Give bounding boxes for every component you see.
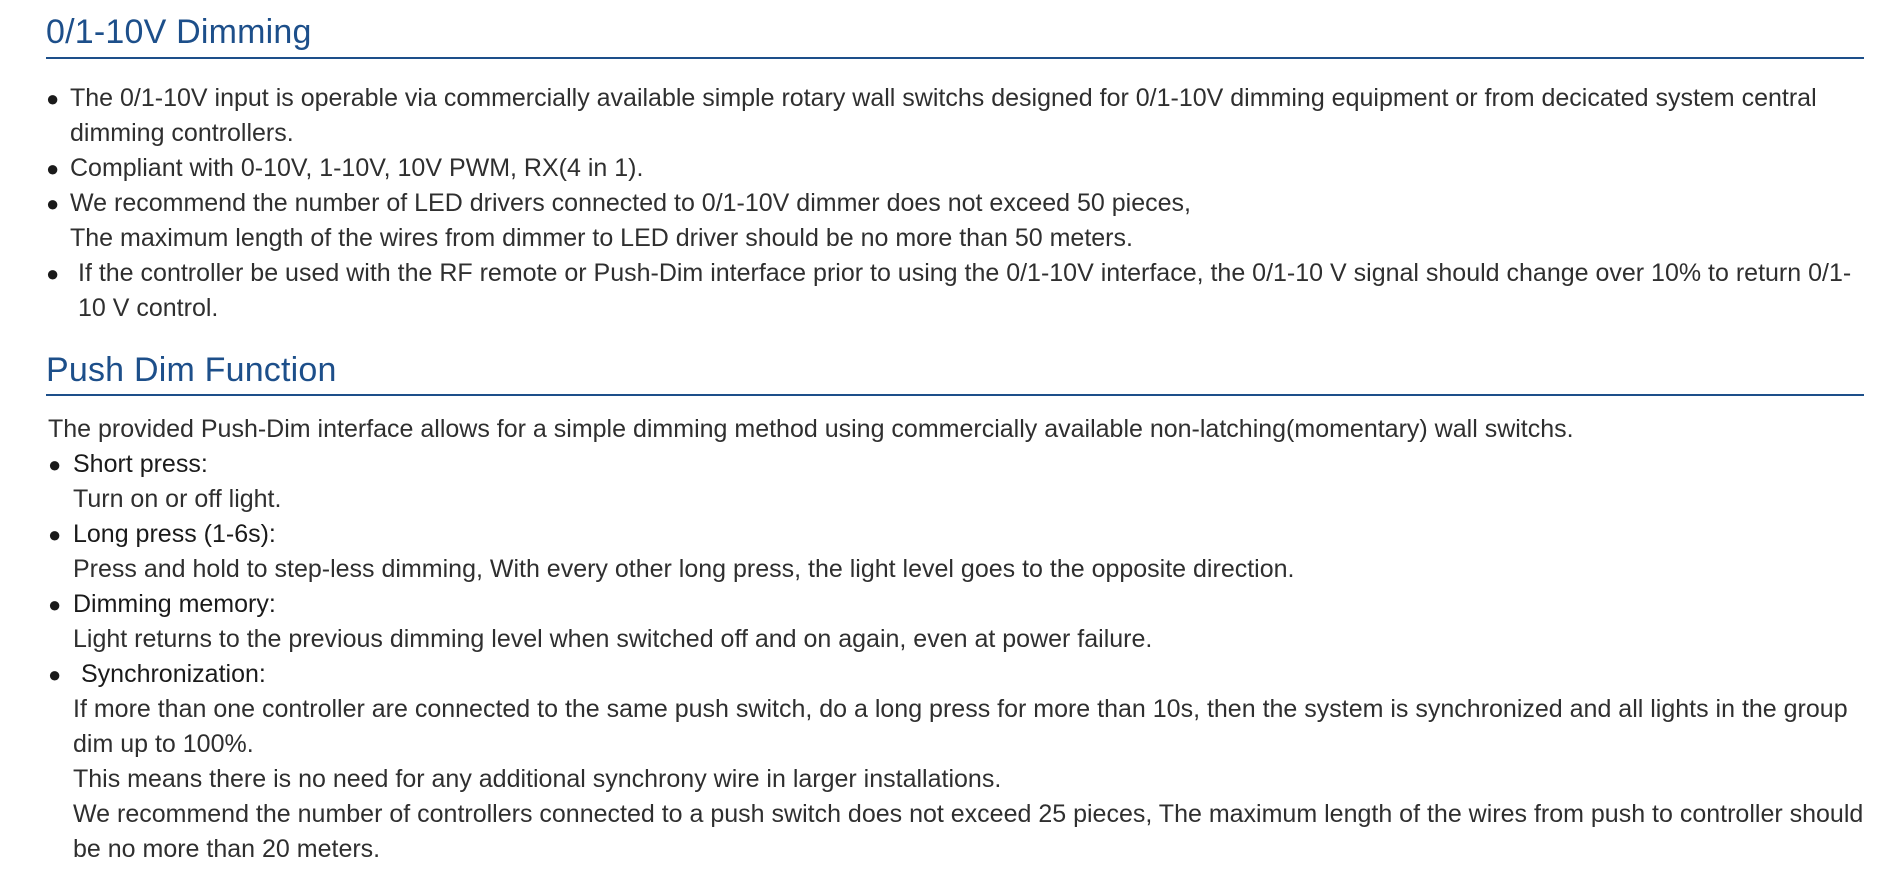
push-dim-content (46, 412, 1866, 867)
item-description: We recommend the number of controllers connected to a push switch does not exceed 25 pieces, The maximum length of the wires from push to controller should be no more than 20 meters. (73, 800, 1864, 863)
list-item-heading (46, 517, 1866, 552)
item-description: Turn on or off light. (73, 485, 282, 513)
list-item (46, 186, 1866, 256)
item-description: This means there is no need for any additional synchrony wire in larger installations. (73, 765, 1002, 793)
intro-text: The provided Push-Dim interface allows for a simple dimming method using commercially available non-latching(momentary) wall switchs. (48, 415, 1574, 443)
list-item (46, 81, 1866, 151)
bullet-text: The 0/1-10V input is operable via commercially available simple rotary wall switchs designed for 0/1-10V dimming equipment or from decicated system central dimming controllers. (70, 84, 1817, 147)
list-item-heading (46, 657, 1866, 692)
item-heading: Dimming memory: (73, 590, 276, 618)
list-item-heading (46, 587, 1866, 622)
bullet-text-continuation: The maximum length of the wires from dimmer to LED driver should be no more than 50 meters. (70, 224, 1133, 252)
bullet-icon: ● (46, 261, 60, 286)
bullet-icon: ● (48, 522, 62, 547)
item-heading: Synchronization: (81, 660, 266, 688)
list-item (46, 151, 1866, 186)
bullet-text: Compliant with 0-10V, 1-10V, 10V PWM, RX(4 in 1). (70, 154, 644, 182)
bullet-icon: ● (48, 452, 62, 477)
list-item (46, 256, 1866, 326)
dimming-bullet-list (46, 81, 1866, 326)
section-divider (46, 394, 1864, 396)
section-title-dimming: 0/1-10V Dimming (46, 13, 312, 51)
bullet-icon: ● (46, 191, 60, 216)
item-description: Light returns to the previous dimming level when switched off and on again, even at power failure. (73, 625, 1153, 653)
item-heading: Long press (1-6s): (73, 520, 276, 548)
section-divider (46, 57, 1864, 59)
list-item-heading (46, 447, 1866, 482)
bullet-text: We recommend the number of LED drivers connected to 0/1-10V dimmer does not exceed 50 pieces, (70, 189, 1191, 217)
bullet-icon: ● (48, 662, 62, 687)
bullet-icon: ● (48, 592, 62, 617)
item-description: If more than one controller are connected to the same push switch, do a long press for more than 10s, then the system is synchronized and all lights in the group dim up to 100%. (73, 695, 1848, 758)
section-title-push-dim: Push Dim Function (46, 351, 337, 389)
item-heading: Short press: (73, 450, 208, 478)
bullet-text: If the controller be used with the RF remote or Push-Dim interface prior to using the 0/1-10V interface, the 0/1-10 V signal should change over 10% to return 0/1-10 V control. (78, 259, 1852, 322)
item-description: Press and hold to step-less dimming, With every other long press, the light level goes to the opposite direction. (73, 555, 1295, 583)
bullet-icon: ● (46, 86, 60, 111)
bullet-icon: ● (46, 156, 60, 181)
